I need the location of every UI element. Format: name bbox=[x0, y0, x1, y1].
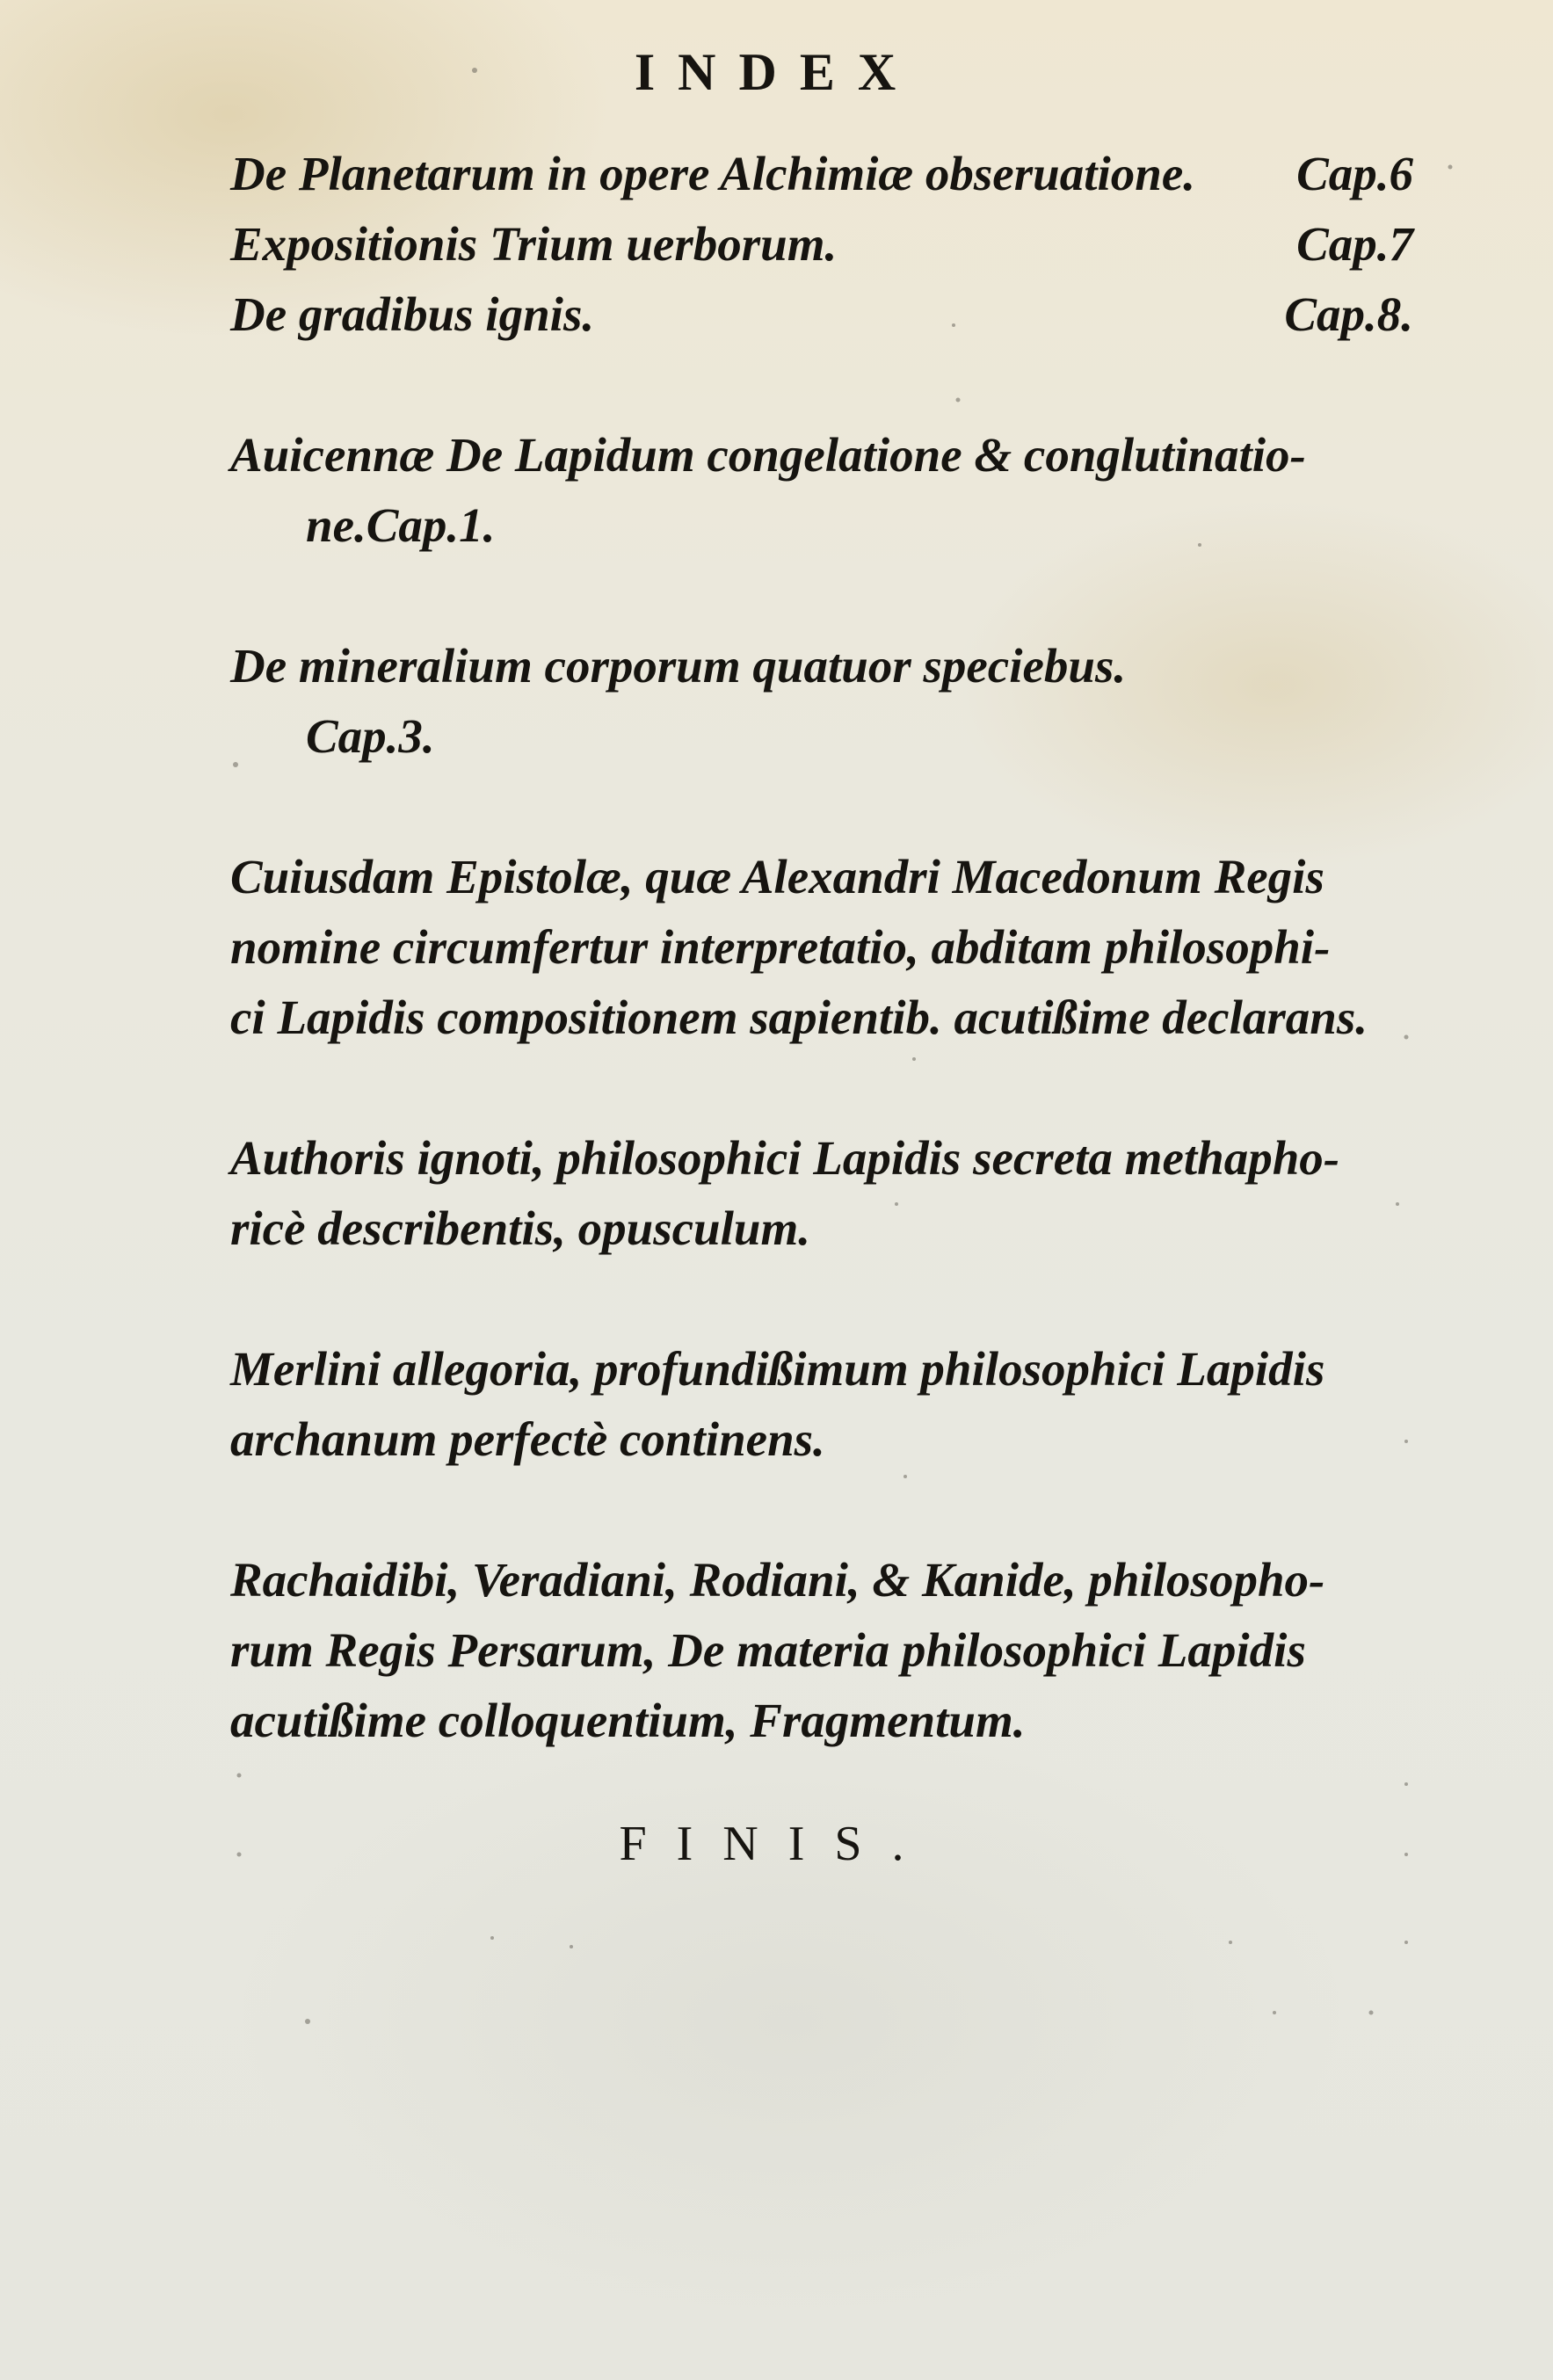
entry-text: Cuiusdam Epistolæ, quæ Alexandri Macedonum Regis bbox=[230, 850, 1324, 903]
entry-spacer bbox=[230, 561, 1426, 631]
entry-text: Expositionis Trium uerborum. bbox=[230, 217, 838, 271]
entry-line bbox=[230, 631, 1426, 701]
entry-line bbox=[230, 1545, 1426, 1615]
entry-line bbox=[230, 1194, 1426, 1264]
entry-text: ne.Cap.1. bbox=[306, 498, 496, 552]
page-header: INDEX bbox=[634, 43, 919, 101]
entry-spacer bbox=[230, 772, 1426, 842]
entry-text: rum Regis Persarum, De materia philosophici Lapidis bbox=[230, 1623, 1306, 1677]
entry-text: Rachaidibi, Veradiani, Rodiani, & Kanide, philosopho- bbox=[230, 1553, 1325, 1607]
entry-spacer bbox=[230, 1264, 1426, 1334]
entry-line bbox=[230, 279, 1426, 350]
index-entry bbox=[230, 631, 1426, 772]
entry-text: Cap.3. bbox=[306, 709, 435, 763]
entry-line bbox=[230, 1123, 1426, 1194]
entry-text: De mineralium corporum quatuor speciebus. bbox=[230, 639, 1127, 693]
index-entry bbox=[230, 1123, 1426, 1264]
entry-spacer bbox=[230, 350, 1426, 420]
chapter-ref: Cap.6 bbox=[1296, 147, 1413, 200]
entry-line bbox=[230, 1404, 1426, 1475]
chapter-ref: Cap.7 bbox=[1296, 217, 1413, 271]
index-entry bbox=[230, 139, 1426, 209]
entry-line bbox=[230, 912, 1426, 983]
entry-text: archanum perfectè continens. bbox=[230, 1412, 825, 1466]
entry-text: De Planetarum in opere Alchimiæ obseruatione. bbox=[230, 147, 1196, 200]
entry-line bbox=[230, 139, 1426, 209]
index-entry bbox=[230, 1545, 1426, 1756]
entry-line bbox=[230, 209, 1426, 279]
entry-line bbox=[230, 420, 1426, 490]
entry-line bbox=[230, 1334, 1426, 1404]
entry-line bbox=[230, 1615, 1426, 1686]
entry-text: ricè describentis, opusculum. bbox=[230, 1201, 811, 1255]
entry-line bbox=[230, 983, 1426, 1053]
index-entry bbox=[230, 1334, 1426, 1475]
index-entry bbox=[230, 279, 1426, 350]
entry-line bbox=[230, 842, 1426, 912]
entry-text: nomine circumfertur interpretatio, abditam philosophi- bbox=[230, 920, 1331, 974]
chapter-ref: Cap.8. bbox=[1284, 287, 1413, 341]
entry-line bbox=[230, 490, 1426, 561]
entry-line bbox=[230, 701, 1426, 772]
finis-text: FINIS. bbox=[619, 1817, 934, 1871]
entry-text: ci Lapidis compositionem sapientib. acutißime declarans. bbox=[230, 990, 1368, 1044]
entry-text: acutißime colloquentium, Fragmentum. bbox=[230, 1694, 1026, 1747]
entry-text: Authoris ignoti, philosophici Lapidis secreta methapho- bbox=[230, 1131, 1340, 1185]
index-entry bbox=[230, 209, 1426, 279]
index-entry bbox=[230, 420, 1426, 561]
entry-line bbox=[230, 1686, 1426, 1756]
entry-text: Auicennæ De Lapidum congelatione & conglutinatio- bbox=[230, 428, 1306, 482]
entry-text: Merlini allegoria, profundißimum philosophici Lapidis bbox=[230, 1342, 1325, 1396]
entry-text: De gradibus ignis. bbox=[230, 287, 595, 341]
entry-spacer bbox=[230, 1053, 1426, 1123]
index-entry bbox=[230, 842, 1426, 1053]
entry-spacer bbox=[230, 1475, 1426, 1545]
index-entries bbox=[230, 139, 1426, 1756]
